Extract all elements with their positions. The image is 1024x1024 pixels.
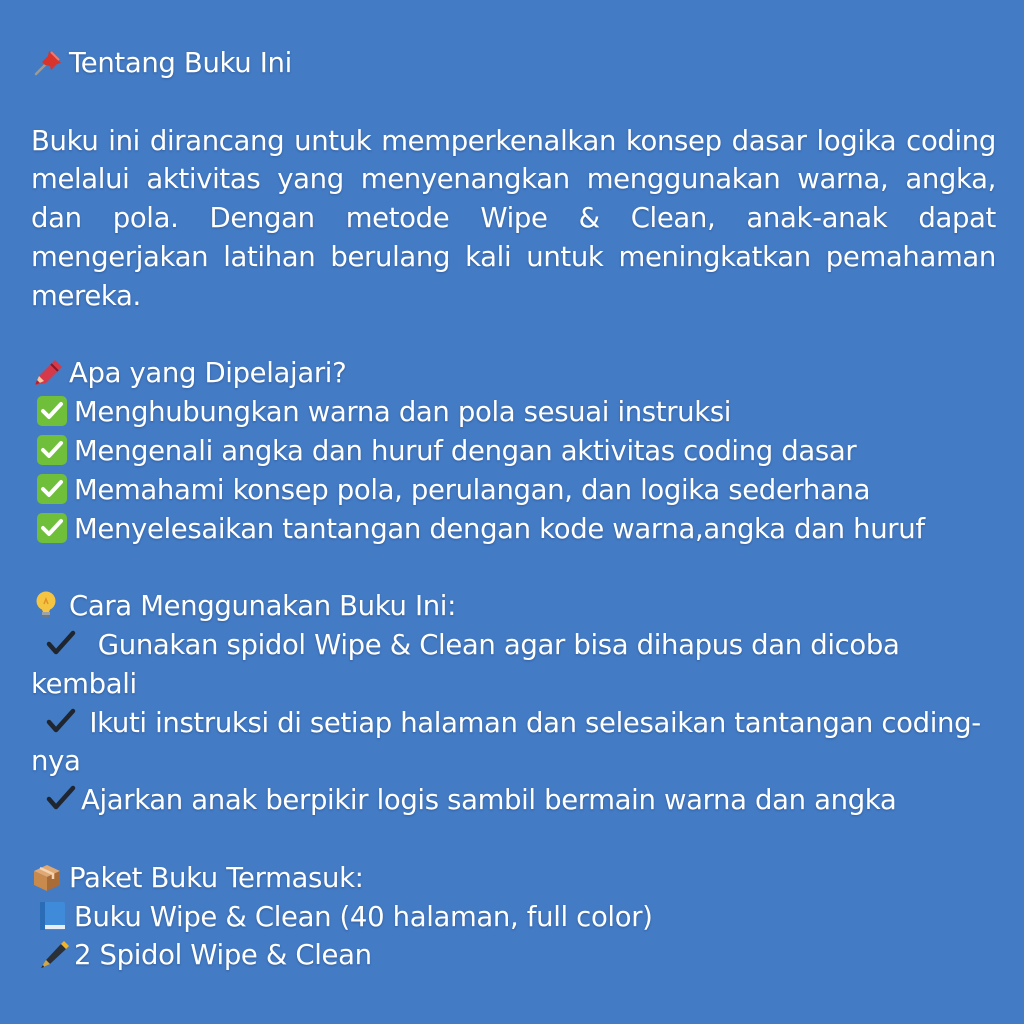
learn-heading: Apa yang Dipelajari? bbox=[69, 357, 347, 390]
usage-item-text: Ajarkan anak berpikir logis sambil bermain warna dan angka bbox=[81, 784, 897, 817]
package-item bbox=[31, 936, 996, 975]
learn-item bbox=[31, 471, 996, 510]
usage-heading-row bbox=[31, 587, 996, 626]
pushpin-icon bbox=[31, 47, 65, 77]
check-mark-icon bbox=[43, 629, 77, 659]
usage-item-continuation: nya bbox=[31, 745, 81, 778]
package-item-text: Buku Wipe & Clean (40 halaman, full color) bbox=[74, 900, 653, 933]
learn-item bbox=[31, 510, 996, 549]
usage-heading: Cara Menggunakan Buku Ini: bbox=[69, 590, 457, 623]
package-icon bbox=[31, 862, 65, 892]
learn-item bbox=[31, 432, 996, 471]
usage-item-continuation: kembali bbox=[31, 667, 137, 700]
usage-item bbox=[31, 704, 996, 743]
about-heading: Tentang Buku Ini bbox=[69, 47, 292, 79]
check-box-icon bbox=[36, 474, 70, 504]
check-mark-icon bbox=[43, 707, 77, 737]
learn-item-text: Menyelesaikan tantangan dengan kode warna,angka dan huruf bbox=[74, 512, 925, 545]
usage-item-text: Ikuti instruksi di setiap halaman dan selesaikan tantangan coding- bbox=[89, 706, 981, 739]
package-item-text: 2 Spidol Wipe & Clean bbox=[74, 939, 372, 972]
pen-icon bbox=[36, 939, 70, 969]
about-heading-row bbox=[31, 44, 996, 83]
light-bulb-icon bbox=[31, 590, 65, 620]
check-mark-icon bbox=[43, 784, 77, 814]
package-heading-row bbox=[31, 859, 996, 898]
blue-book-icon bbox=[36, 901, 70, 931]
learn-item-text: Menghubungkan warna dan pola sesuai instruksi bbox=[74, 396, 732, 429]
learn-item-text: Mengenali angka dan huruf dengan aktivitas coding dasar bbox=[74, 434, 857, 467]
check-box-icon bbox=[36, 435, 70, 465]
usage-item bbox=[31, 626, 996, 665]
about-paragraph: Buku ini dirancang untuk memperkenalkan konsep dasar logika coding melalui aktivitas yang menyenangkan menggunakan warna, angka, dan pola. Dengan metode Wipe & Clean, anak-anak dapat mengerjakan latihan berulang kali untuk meningkatkan pemahaman mereka. bbox=[31, 124, 996, 312]
package-item bbox=[31, 898, 996, 937]
check-box-icon bbox=[36, 513, 70, 543]
usage-item-text: Gunakan spidol Wipe & Clean agar bisa dihapus dan dicoba bbox=[97, 628, 900, 661]
crayon-icon bbox=[31, 357, 65, 387]
package-heading: Paket Buku Termasuk: bbox=[69, 861, 364, 894]
check-box-icon bbox=[36, 396, 70, 426]
learn-heading-row bbox=[31, 354, 996, 393]
usage-item bbox=[31, 781, 996, 820]
learn-item-text: Memahami konsep pola, perulangan, dan logika sederhana bbox=[74, 473, 871, 506]
learn-item bbox=[31, 393, 996, 432]
